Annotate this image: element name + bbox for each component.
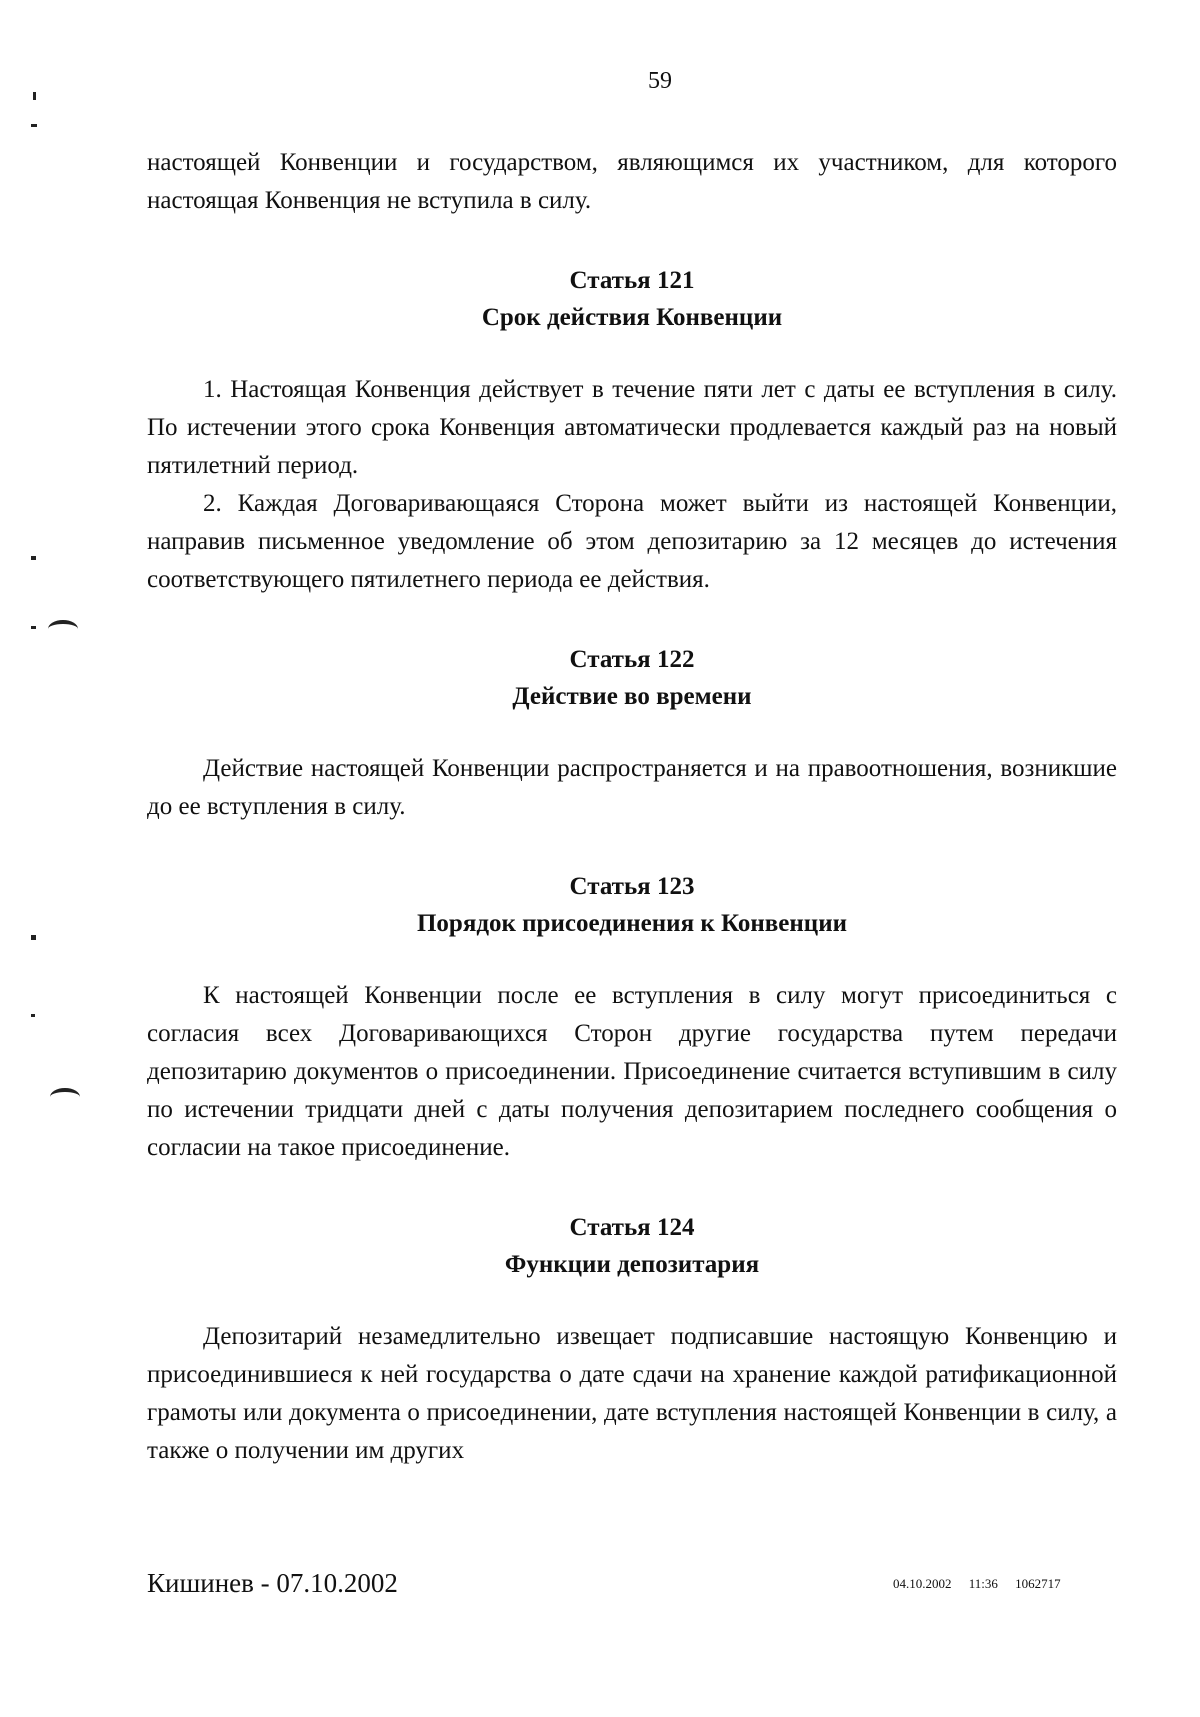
article-121-paragraph-2: 2. Каждая Договаривающаяся Сторона может выйти из настоящей Конвенции, направив письменное уведомление об этом депозитарию за 12 месяцев до истечения соответствующего пятилетнего периода ее действия.: [147, 490, 1117, 593]
scan-mark: [33, 92, 36, 100]
page-number: 59: [648, 68, 672, 94]
footer-timestamp: 04.10.2002 11:36: [893, 1576, 998, 1591]
article-123-number: Статья 123: [569, 873, 695, 900]
article-124-number: Статья 124: [569, 1214, 695, 1241]
article-122-title: Действие во времени: [512, 683, 752, 710]
scan-mark: [31, 1014, 35, 1017]
continuation-paragraph: настоящей Конвенции и государством, являющимся их участником, для которого настоящая Конвенция не вступила в силу.: [147, 149, 1117, 214]
article-124-title: Функции депозитария: [504, 1251, 760, 1278]
article-122-paragraph-1: Действие настоящей Конвенции распространяется и на правоотношения, возникшие до ее вступления в силу.: [147, 755, 1117, 820]
scan-mark: [31, 626, 36, 629]
document-body: [147, 144, 1117, 1470]
footer-place-date: Кишинев - 07.10.2002: [147, 1568, 398, 1598]
scan-mark: [31, 124, 37, 127]
scan-mark: [31, 935, 36, 940]
article-123-paragraph-1: К настоящей Конвенции после ее вступления в силу могут присоединиться с согласия всех Договаривающихся Сторон другие государства путем передачи депозитарию документов о присоединении. Присоединение считается вступившим в силу по истечении тридцати дней с даты получения депозитарием последнего сообщения о согласии на такое присоединение.: [147, 982, 1117, 1161]
article-121-title: Срок действия Конвенции: [481, 304, 783, 331]
scan-mark: [31, 556, 36, 560]
article-121-paragraph-1: 1. Настоящая Конвенция действует в течение пяти лет с даты ее вступления в силу. По истечении этого срока Конвенция автоматически продлевается каждый раз на новый пятилетний период.: [147, 376, 1117, 479]
scan-mark: [50, 1088, 80, 1106]
article-122-number: Статья 122: [569, 646, 695, 673]
footer-doc-id: 1062717: [1015, 1576, 1061, 1591]
article-124-paragraph-1: Депозитарий незамедлительно извещает подписавшие настоящую Конвенцию и присоединившиеся к ней государства о дате сдачи на хранение каждой ратификационной грамоты или документа о присоединении, дате вступления настоящей Конвенции в силу, а также о получении им других: [147, 1323, 1117, 1464]
article-123-title: Порядок присоединения к Конвенции: [416, 910, 848, 937]
footer-stamp: [893, 1576, 1061, 1592]
scan-mark: [48, 620, 78, 638]
article-121-number: Статья 121: [569, 267, 695, 294]
